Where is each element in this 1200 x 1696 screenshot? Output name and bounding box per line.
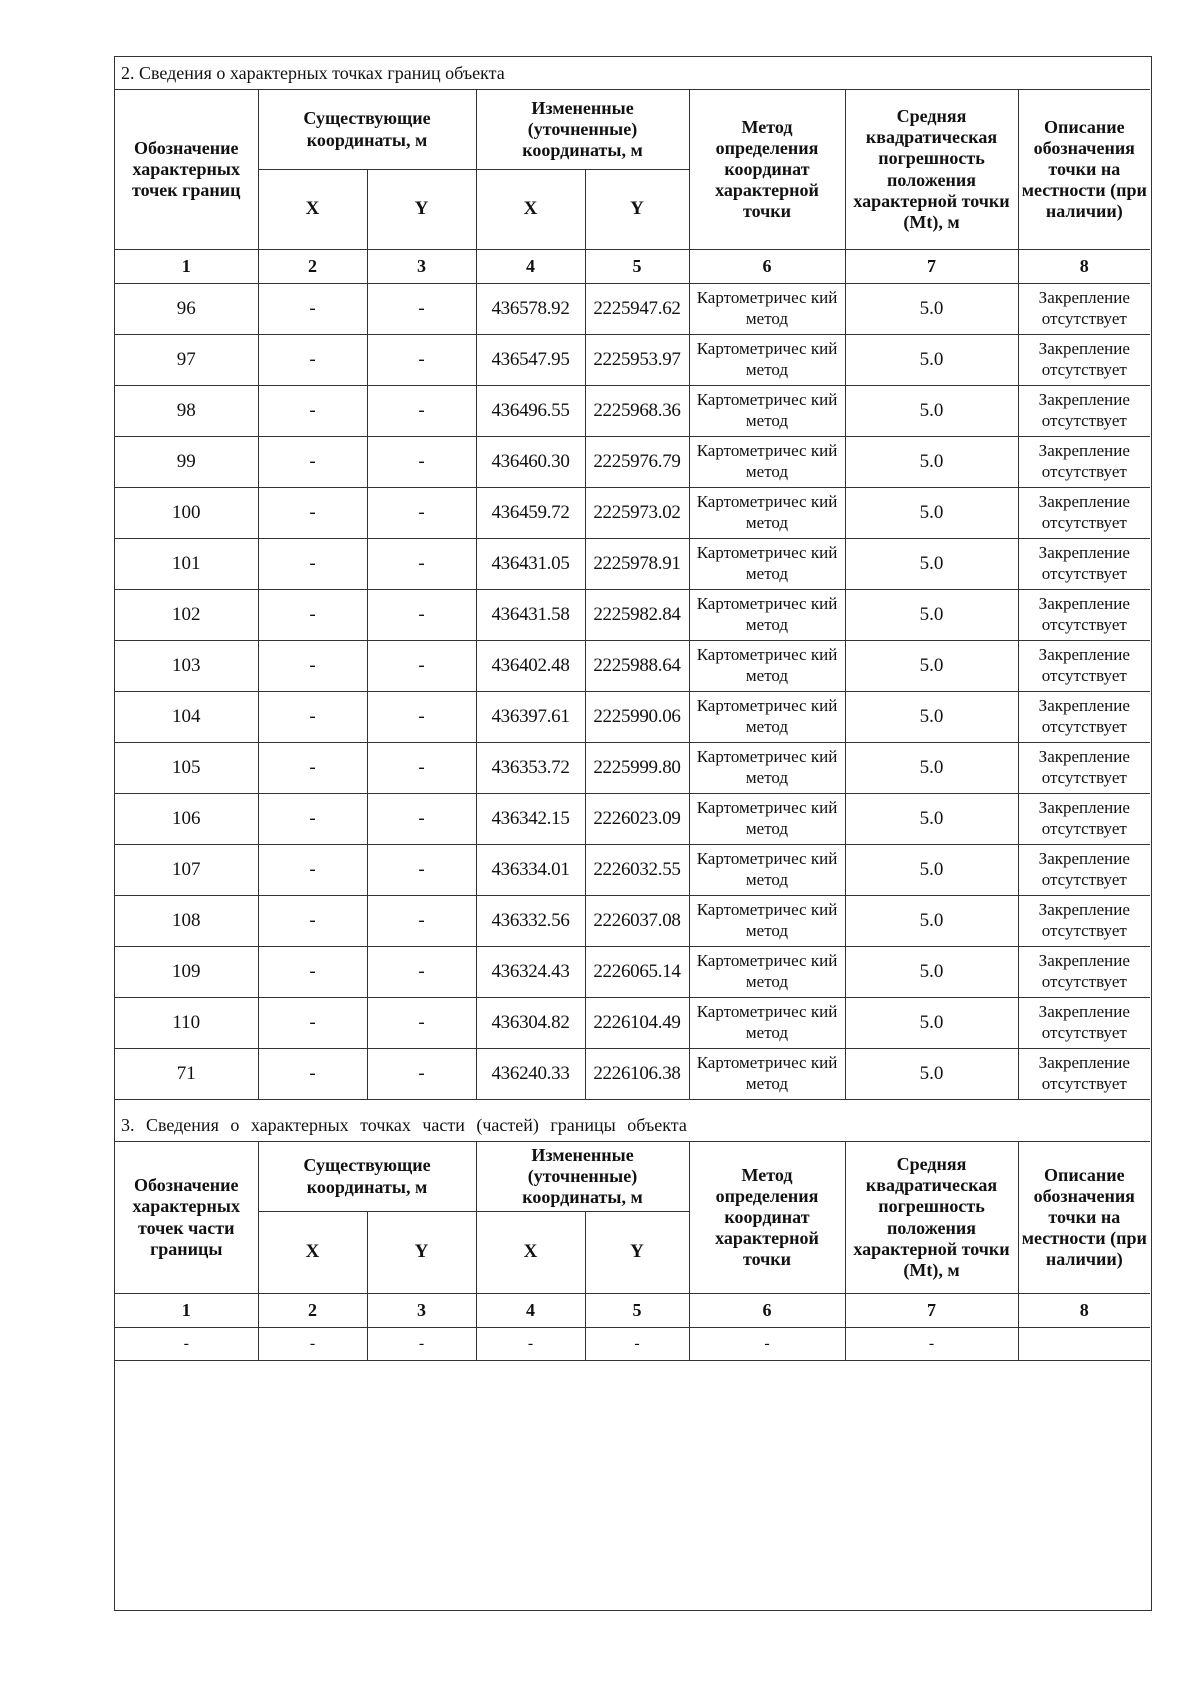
existing-x-cell: -	[258, 590, 367, 641]
x-coordinate-cell: 436304.82	[476, 998, 585, 1049]
table-row	[115, 692, 1150, 743]
existing-x-cell: -	[258, 896, 367, 947]
y-coordinate-cell: 2226032.55	[585, 845, 689, 896]
header-method: Метод определения координат характерной точки	[689, 90, 845, 250]
column-number: 4	[476, 1294, 585, 1328]
column-numbers-row	[115, 250, 1150, 284]
column-number: 3	[367, 1294, 476, 1328]
column-number: 6	[689, 1294, 845, 1328]
existing-y-cell: -	[367, 284, 476, 335]
method-cell: Картометричес кий метод	[689, 641, 845, 692]
description-cell: Закрепление отсутствует	[1018, 692, 1150, 743]
point-cell: 102	[115, 590, 258, 641]
y-coordinate-cell: -	[585, 1328, 689, 1361]
method-cell: Картометричес кий метод	[689, 284, 845, 335]
boundary-points-table	[115, 57, 1150, 1100]
existing-y-cell: -	[367, 1049, 476, 1100]
description-cell: Закрепление отсутствует	[1018, 896, 1150, 947]
description-cell: Закрепление отсутствует	[1018, 845, 1150, 896]
column-number: 8	[1018, 1294, 1150, 1328]
column-number: 1	[115, 1294, 258, 1328]
y-coordinate-cell: 2225999.80	[585, 743, 689, 794]
existing-x-cell: -	[258, 692, 367, 743]
existing-x-cell: -	[258, 743, 367, 794]
existing-x-cell: -	[258, 947, 367, 998]
existing-x-cell: -	[258, 284, 367, 335]
header-point-designation: Обозначение характерных точек части границы	[115, 1142, 258, 1294]
existing-y-cell: -	[367, 590, 476, 641]
y-coordinate-cell: 2226037.08	[585, 896, 689, 947]
table-row	[115, 1328, 1150, 1361]
point-cell: 104	[115, 692, 258, 743]
existing-x-cell: -	[258, 1049, 367, 1100]
header-existing-coords: Существующие координаты, м	[258, 1142, 476, 1212]
table-row	[115, 947, 1150, 998]
method-cell: Картометричес кий метод	[689, 845, 845, 896]
header-existing-x: X	[258, 170, 367, 250]
method-cell: Картометричес кий метод	[689, 947, 845, 998]
table-row	[115, 998, 1150, 1049]
mean-error-cell: 5.0	[845, 539, 1018, 590]
existing-x-cell: -	[258, 488, 367, 539]
y-coordinate-cell: 2226023.09	[585, 794, 689, 845]
existing-y-cell: -	[367, 386, 476, 437]
column-number: 5	[585, 250, 689, 284]
x-coordinate-cell: 436578.92	[476, 284, 585, 335]
existing-x-cell: -	[258, 641, 367, 692]
table-row	[115, 845, 1150, 896]
x-coordinate-cell: 436431.05	[476, 539, 585, 590]
method-cell: Картометричес кий метод	[689, 590, 845, 641]
y-coordinate-cell: 2226104.49	[585, 998, 689, 1049]
point-cell: 109	[115, 947, 258, 998]
y-coordinate-cell: 2225976.79	[585, 437, 689, 488]
x-coordinate-cell: 436240.33	[476, 1049, 585, 1100]
description-cell: Закрепление отсутствует	[1018, 947, 1150, 998]
point-cell: 100	[115, 488, 258, 539]
existing-y-cell: -	[367, 692, 476, 743]
existing-x-cell: -	[258, 437, 367, 488]
mean-error-cell: 5.0	[845, 794, 1018, 845]
point-cell: 107	[115, 845, 258, 896]
mean-error-cell: 5.0	[845, 284, 1018, 335]
existing-y-cell: -	[367, 437, 476, 488]
x-coordinate-cell: 436342.15	[476, 794, 585, 845]
table-row	[115, 590, 1150, 641]
x-coordinate-cell: 436397.61	[476, 692, 585, 743]
mean-error-cell: 5.0	[845, 692, 1018, 743]
description-cell: Закрепление отсутствует	[1018, 641, 1150, 692]
point-cell: -	[115, 1328, 258, 1361]
header-changed-x: X	[476, 1212, 585, 1294]
header-existing-coords: Существующие координаты, м	[258, 90, 476, 170]
point-cell: 105	[115, 743, 258, 794]
method-cell: Картометричес кий метод	[689, 896, 845, 947]
document-sheet	[114, 56, 1152, 1611]
y-coordinate-cell: 2226065.14	[585, 947, 689, 998]
point-cell: 96	[115, 284, 258, 335]
y-coordinate-cell: 2226106.38	[585, 1049, 689, 1100]
header-changed-y: Y	[585, 170, 689, 250]
header-point-designation: Обозначение характерных точек границ	[115, 90, 258, 250]
x-coordinate-cell: 436334.01	[476, 845, 585, 896]
mean-error-cell: 5.0	[845, 335, 1018, 386]
point-cell: 97	[115, 335, 258, 386]
section-title: 3. Сведения о характерных точках части (частей) границы объекта	[115, 1109, 1150, 1142]
description-cell: Закрепление отсутствует	[1018, 386, 1150, 437]
header-changed-y: Y	[585, 1212, 689, 1294]
part-boundary-points-table	[115, 1109, 1150, 1361]
y-coordinate-cell: 2225968.36	[585, 386, 689, 437]
description-cell: Закрепление отсутствует	[1018, 284, 1150, 335]
table-row	[115, 488, 1150, 539]
point-cell: 71	[115, 1049, 258, 1100]
method-cell: Картометричес кий метод	[689, 437, 845, 488]
table-row	[115, 794, 1150, 845]
header-existing-x: X	[258, 1212, 367, 1294]
mean-error-cell: -	[845, 1328, 1018, 1361]
method-cell: Картометричес кий метод	[689, 1049, 845, 1100]
y-coordinate-cell: 2225978.91	[585, 539, 689, 590]
mean-error-cell: 5.0	[845, 896, 1018, 947]
y-coordinate-cell: 2225982.84	[585, 590, 689, 641]
existing-y-cell: -	[367, 1328, 476, 1361]
mean-error-cell: 5.0	[845, 488, 1018, 539]
mean-error-cell: 5.0	[845, 590, 1018, 641]
mean-error-cell: 5.0	[845, 641, 1018, 692]
existing-x-cell: -	[258, 998, 367, 1049]
description-cell: Закрепление отсутствует	[1018, 539, 1150, 590]
y-coordinate-cell: 2225973.02	[585, 488, 689, 539]
table-row	[115, 1049, 1150, 1100]
description-cell: Закрепление отсутствует	[1018, 335, 1150, 386]
x-coordinate-cell: 436459.72	[476, 488, 585, 539]
header-method: Метод определения координат характерной точки	[689, 1142, 845, 1294]
existing-y-cell: -	[367, 539, 476, 590]
point-cell: 99	[115, 437, 258, 488]
x-coordinate-cell: 436460.30	[476, 437, 585, 488]
mean-error-cell: 5.0	[845, 1049, 1018, 1100]
x-coordinate-cell: 436353.72	[476, 743, 585, 794]
existing-x-cell: -	[258, 335, 367, 386]
existing-y-cell: -	[367, 896, 476, 947]
header-changed-coords: Измененные (уточненные) координаты, м	[476, 1142, 689, 1212]
y-coordinate-cell: 2225953.97	[585, 335, 689, 386]
description-cell: Закрепление отсутствует	[1018, 998, 1150, 1049]
point-cell: 101	[115, 539, 258, 590]
x-coordinate-cell: 436496.55	[476, 386, 585, 437]
method-cell: Картометричес кий метод	[689, 335, 845, 386]
table-row	[115, 437, 1150, 488]
description-cell: Закрепление отсутствует	[1018, 488, 1150, 539]
point-cell: 98	[115, 386, 258, 437]
header-existing-y: Y	[367, 170, 476, 250]
header-description: Описание обозначения точки на местности (при наличии)	[1018, 90, 1150, 250]
existing-y-cell: -	[367, 845, 476, 896]
point-cell: 108	[115, 896, 258, 947]
description-cell: Закрепление отсутствует	[1018, 437, 1150, 488]
table-row	[115, 896, 1150, 947]
table-row	[115, 743, 1150, 794]
existing-y-cell: -	[367, 794, 476, 845]
mean-error-cell: 5.0	[845, 437, 1018, 488]
description-cell: Закрепление отсутствует	[1018, 590, 1150, 641]
column-number: 8	[1018, 250, 1150, 284]
description-cell: Закрепление отсутствует	[1018, 743, 1150, 794]
table-row	[115, 284, 1150, 335]
header-changed-x: X	[476, 170, 585, 250]
method-cell: Картометричес кий метод	[689, 386, 845, 437]
existing-x-cell: -	[258, 845, 367, 896]
existing-x-cell: -	[258, 1328, 367, 1361]
column-numbers-row	[115, 1294, 1150, 1328]
y-coordinate-cell: 2225988.64	[585, 641, 689, 692]
column-number: 3	[367, 250, 476, 284]
column-number: 2	[258, 250, 367, 284]
method-cell: Картометричес кий метод	[689, 539, 845, 590]
column-number: 6	[689, 250, 845, 284]
header-mean-error: Средняя квадратическая погрешность положения характерной точки (Mt), м	[845, 90, 1018, 250]
x-coordinate-cell: 436324.43	[476, 947, 585, 998]
mean-error-cell: 5.0	[845, 947, 1018, 998]
header-mean-error: Средняя квадратическая погрешность положения характерной точки (Mt), м	[845, 1142, 1018, 1294]
existing-y-cell: -	[367, 335, 476, 386]
column-number: 4	[476, 250, 585, 284]
description-cell	[1018, 1328, 1150, 1361]
method-cell: -	[689, 1328, 845, 1361]
existing-y-cell: -	[367, 641, 476, 692]
existing-x-cell: -	[258, 386, 367, 437]
x-coordinate-cell: -	[476, 1328, 585, 1361]
method-cell: Картометричес кий метод	[689, 743, 845, 794]
x-coordinate-cell: 436547.95	[476, 335, 585, 386]
point-cell: 106	[115, 794, 258, 845]
existing-y-cell: -	[367, 998, 476, 1049]
mean-error-cell: 5.0	[845, 386, 1018, 437]
mean-error-cell: 5.0	[845, 845, 1018, 896]
method-cell: Картометричес кий метод	[689, 692, 845, 743]
existing-x-cell: -	[258, 539, 367, 590]
column-number: 7	[845, 1294, 1018, 1328]
header-changed-coords: Измененные (уточненные) координаты, м	[476, 90, 689, 170]
column-number: 7	[845, 250, 1018, 284]
point-cell: 110	[115, 998, 258, 1049]
existing-x-cell: -	[258, 794, 367, 845]
table-row	[115, 641, 1150, 692]
column-number: 5	[585, 1294, 689, 1328]
method-cell: Картометричес кий метод	[689, 998, 845, 1049]
description-cell: Закрепление отсутствует	[1018, 1049, 1150, 1100]
existing-y-cell: -	[367, 947, 476, 998]
section-title: 2. Сведения о характерных точках границ объекта	[115, 57, 1150, 90]
method-cell: Картометричес кий метод	[689, 794, 845, 845]
mean-error-cell: 5.0	[845, 998, 1018, 1049]
y-coordinate-cell: 2225990.06	[585, 692, 689, 743]
description-cell: Закрепление отсутствует	[1018, 794, 1150, 845]
header-existing-y: Y	[367, 1212, 476, 1294]
y-coordinate-cell: 2225947.62	[585, 284, 689, 335]
table-row	[115, 539, 1150, 590]
point-cell: 103	[115, 641, 258, 692]
table-row	[115, 335, 1150, 386]
existing-y-cell: -	[367, 743, 476, 794]
column-number: 2	[258, 1294, 367, 1328]
header-description: Описание обозначения точки на местности (при наличии)	[1018, 1142, 1150, 1294]
method-cell: Картометричес кий метод	[689, 488, 845, 539]
table-row	[115, 386, 1150, 437]
column-number: 1	[115, 250, 258, 284]
existing-y-cell: -	[367, 488, 476, 539]
mean-error-cell: 5.0	[845, 743, 1018, 794]
x-coordinate-cell: 436431.58	[476, 590, 585, 641]
x-coordinate-cell: 436402.48	[476, 641, 585, 692]
x-coordinate-cell: 436332.56	[476, 896, 585, 947]
